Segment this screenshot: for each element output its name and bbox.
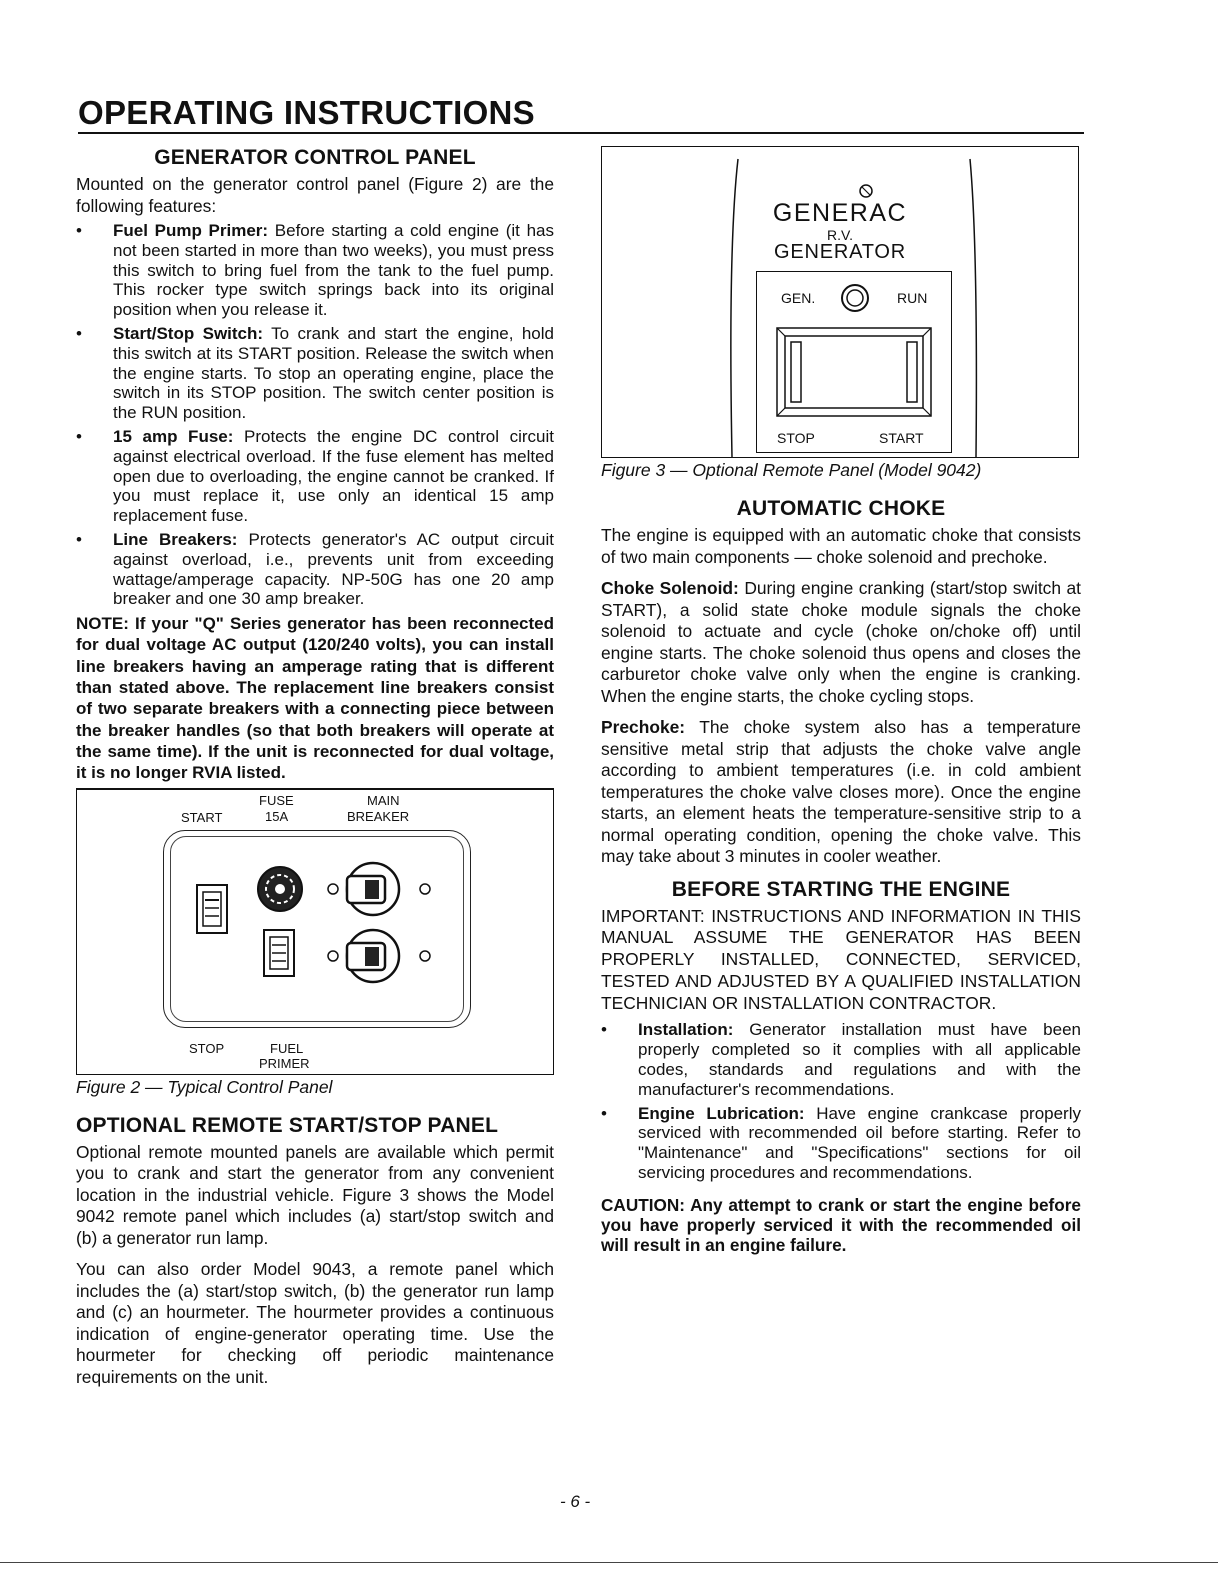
- note-text: If your "Q" Series generator has been reconnected for dual voltage AC output (120/240 volts), you can install line breakers having an amperage rating that is different than stated above. The replacement line breakers consist of two separate breakers with a connecting piece between the breaker handles (so that both breakers will operate at the same time). If the unit is reconnected for dual voltage, it is no longer RVIA listed.: [76, 614, 554, 783]
- bullet-term: Engine Lubrication:: [638, 1103, 805, 1123]
- fuel-primer-switch-icon: [264, 930, 294, 976]
- automatic-choke-heading: AUTOMATIC CHOKE: [736, 497, 946, 520]
- label-stop: STOP: [777, 430, 815, 446]
- left-column: [76, 146, 554, 1398]
- bullet-text: Protects the engine DC control circuit against electrical overload. If the fuse element has melted open due to overloading, the engine cannot be cranked. If you must replace it, use only an identical 15 amp replacement fuse.: [113, 426, 555, 526]
- bullet-text: Protects generator's AC output circuit against overload, i.e., prevents unit from exceeding wattage/amperage capacity. NP-50G has one 20 amp breaker and one 30 amp breaker.: [113, 529, 554, 609]
- bullet-term: Start/Stop Switch:: [113, 323, 264, 343]
- brand-name: GENERAC: [772, 199, 908, 227]
- label-fuel: FUEL: [270, 1040, 304, 1056]
- remote-panel-heading: OPTIONAL REMOTE START/STOP PANEL: [76, 1113, 499, 1137]
- prechoke-term: Prechoke:: [601, 717, 686, 737]
- note-label: NOTE:: [76, 614, 129, 634]
- label-breaker: BREAKER: [347, 808, 410, 824]
- label-start: START: [879, 430, 924, 446]
- main-breaker-1-icon: [328, 863, 430, 915]
- page-number: - 6 -: [560, 1492, 591, 1511]
- list-item: • Start/Stop Switch: To crank and start the engine, hold this switch at its START position. Release the switch when the engine starts. To stop an operating engine, place the switch in its STOP position. The switch center position is the RUN position.: [76, 323, 554, 423]
- choke-intro: The engine is equipped with an automatic choke that consists of two main components — choke solenoid and prechoke.: [601, 525, 1081, 567]
- list-item: • 15 amp Fuse: Protects the engine DC control circuit against electrical overload. If the fuse element has melted open due to overloading, the engine cannot be cranked. If you must replace it, use only an identical 15 amp replacement fuse.: [76, 426, 555, 526]
- choke-solenoid-term: Choke Solenoid:: [601, 578, 739, 598]
- main-breaker-2-icon: [328, 930, 430, 982]
- start-stop-switch-icon: [197, 885, 227, 933]
- generator-control-panel-heading: GENERATOR CONTROL PANEL: [154, 146, 476, 169]
- bullet-text: To crank and start the engine, hold this switch at its START position. Release the switch when the engine starts. To stop an operating engine, place the switch in its STOP position. The switch center position is the RUN position.: [113, 323, 554, 423]
- bullet-text: Have engine crankcase properly serviced with recommended oil before starting. Refer to "Maintenance" and "Specifications" sections for oil servicing procedures and recommendations.: [638, 1103, 1081, 1183]
- page-title: OPERATING INSTRUCTIONS: [78, 94, 535, 131]
- fuse-holder-icon: [258, 867, 302, 911]
- before-starting-list: [601, 1020, 1081, 1182]
- control-panel-components: [77, 790, 553, 1074]
- brand-generator: GENERATOR: [773, 241, 907, 263]
- important-notice: IMPORTANT: INSTRUCTIONS AND INFORMATION IN THIS MANUAL ASSUME THE GENERATOR HAS BEEN PROPERLY INSTALLED, CONNECTED, SERVICED, TESTED AND ADJUSTED BY A QUALIFIED INSTALLATION TECHNICIAN OR INSTALLATION CONTRACTOR.: [601, 905, 1081, 1013]
- bottom-divider: [0, 1562, 1218, 1563]
- switch-box: [756, 271, 952, 453]
- remote-paragraph-1: Optional remote mounted panels are available which permit you to crank and start the generator from any convenient location in the industrial vehicle. Figure 3 shows the Model 9042 remote panel which includes (a) start/stop switch and (b) a generator run lamp.: [76, 1141, 554, 1248]
- label-stop: STOP: [189, 1040, 225, 1056]
- bullet-term: Fuel Pump Primer:: [113, 221, 269, 240]
- run-lamp-icon: [842, 285, 868, 311]
- label-15a: 15A: [265, 808, 289, 824]
- remote-paragraph-2: You can also order Model 9043, a remote panel which includes the (a) start/stop switch, (b) the generator run lamp and (c) an hourmeter. The hourmeter provides a continuous indication of engine-generator operating time. Use the hourmeter for checking off periodic maintenance requirements on the unit.: [76, 1259, 554, 1387]
- bullet-term: Installation:: [638, 1020, 734, 1040]
- label-start: START: [181, 809, 223, 825]
- brand-rv: R.V.: [827, 227, 853, 243]
- before-starting-heading: BEFORE STARTING THE ENGINE: [671, 877, 1011, 901]
- figure-2-caption: Figure 2 — Typical Control Panel: [76, 1076, 333, 1097]
- bullet-text: Before starting a cold engine (it has not been started in more than two weeks), you must press this switch to bring fuel from the tank to the fuel pump. This rocker type switch springs back into its original position when you release it.: [113, 221, 555, 320]
- bullet-text: Generator installation must have been properly completed so it complies with all applicable codes, standards and regulations and with the manufacturer's recommendations.: [638, 1020, 1081, 1099]
- caution-notice: CAUTION: Any attempt to crank or start the engine before you have properly serviced it with the recommended oil will result in an engine failure.: [601, 1194, 1081, 1255]
- list-item: • Engine Lubrication: Have engine crankcase properly serviced with recommended oil before starting. Refer to "Maintenance" and "Specifications" sections for oil servicing procedures and recommendations.: [601, 1103, 1081, 1183]
- list-item: • Line Breakers: Protects generator's AC output circuit against overload, i.e., prevents unit from exceeding wattage/amperage capacity. NP-50G has one 20 amp breaker and one 30 amp breaker.: [76, 529, 554, 609]
- list-item: • Installation: Generator installation must have been properly completed so it complies with all applicable codes, standards and regulations and with the manufacturer's recommendations.: [601, 1020, 1081, 1099]
- list-item: • Fuel Pump Primer: Before starting a cold engine (it has not been started in more than two weeks), you must press this switch to bring fuel from the tank to the fuel pump. This rocker type switch springs back into its original position when you release it.: [76, 221, 555, 320]
- label-primer: PRIMER: [259, 1055, 310, 1071]
- gcp-intro: Mounted on the generator control panel (Figure 2) are the following features:: [76, 174, 554, 216]
- label-main: MAIN: [367, 792, 400, 808]
- start-stop-rocker-icon: [777, 328, 931, 416]
- label-gen: GEN.: [781, 290, 816, 306]
- prechoke-paragraph: [601, 717, 1081, 868]
- label-fuse: FUSE: [259, 792, 294, 808]
- figure-3-caption: Figure 3 — Optional Remote Panel (Model 9042): [601, 460, 982, 480]
- figure-2-control-panel: [76, 788, 554, 1075]
- figure-3-remote-panel: [601, 146, 1079, 458]
- choke-solenoid-paragraph: [601, 578, 1081, 707]
- choke-solenoid-text: During engine cranking (start/stop switch at START), a solid state choke module signals the choke solenoid to actuate and cycle (choke on/choke off) until engine starts. The choke solenoid thus opens and closes the carburetor choke valve only when the engine is cranking. When the engine starts, the choke cycling stops.: [601, 578, 1081, 706]
- bullet-term: 15 amp Fuse:: [113, 426, 234, 446]
- title-divider: [78, 132, 1084, 134]
- remote-switch-graphic: [757, 272, 951, 452]
- right-column: [601, 146, 1081, 1255]
- bullet-term: Line Breakers:: [113, 529, 238, 549]
- feature-list: [76, 221, 554, 609]
- label-run: RUN: [897, 290, 928, 306]
- prechoke-text: The choke system also has a temperature sensitive metal strip that adjusts the choke valve angle according to ambient temperatures (i.e. in cold ambient temperatures the choke valve closes more). Once the engine starts, an element heats the temperature-sensitive strip to a normal operating condition, opening the choke valve. This may take about 3 minutes in cooler weather.: [601, 717, 1081, 866]
- note: [76, 613, 554, 783]
